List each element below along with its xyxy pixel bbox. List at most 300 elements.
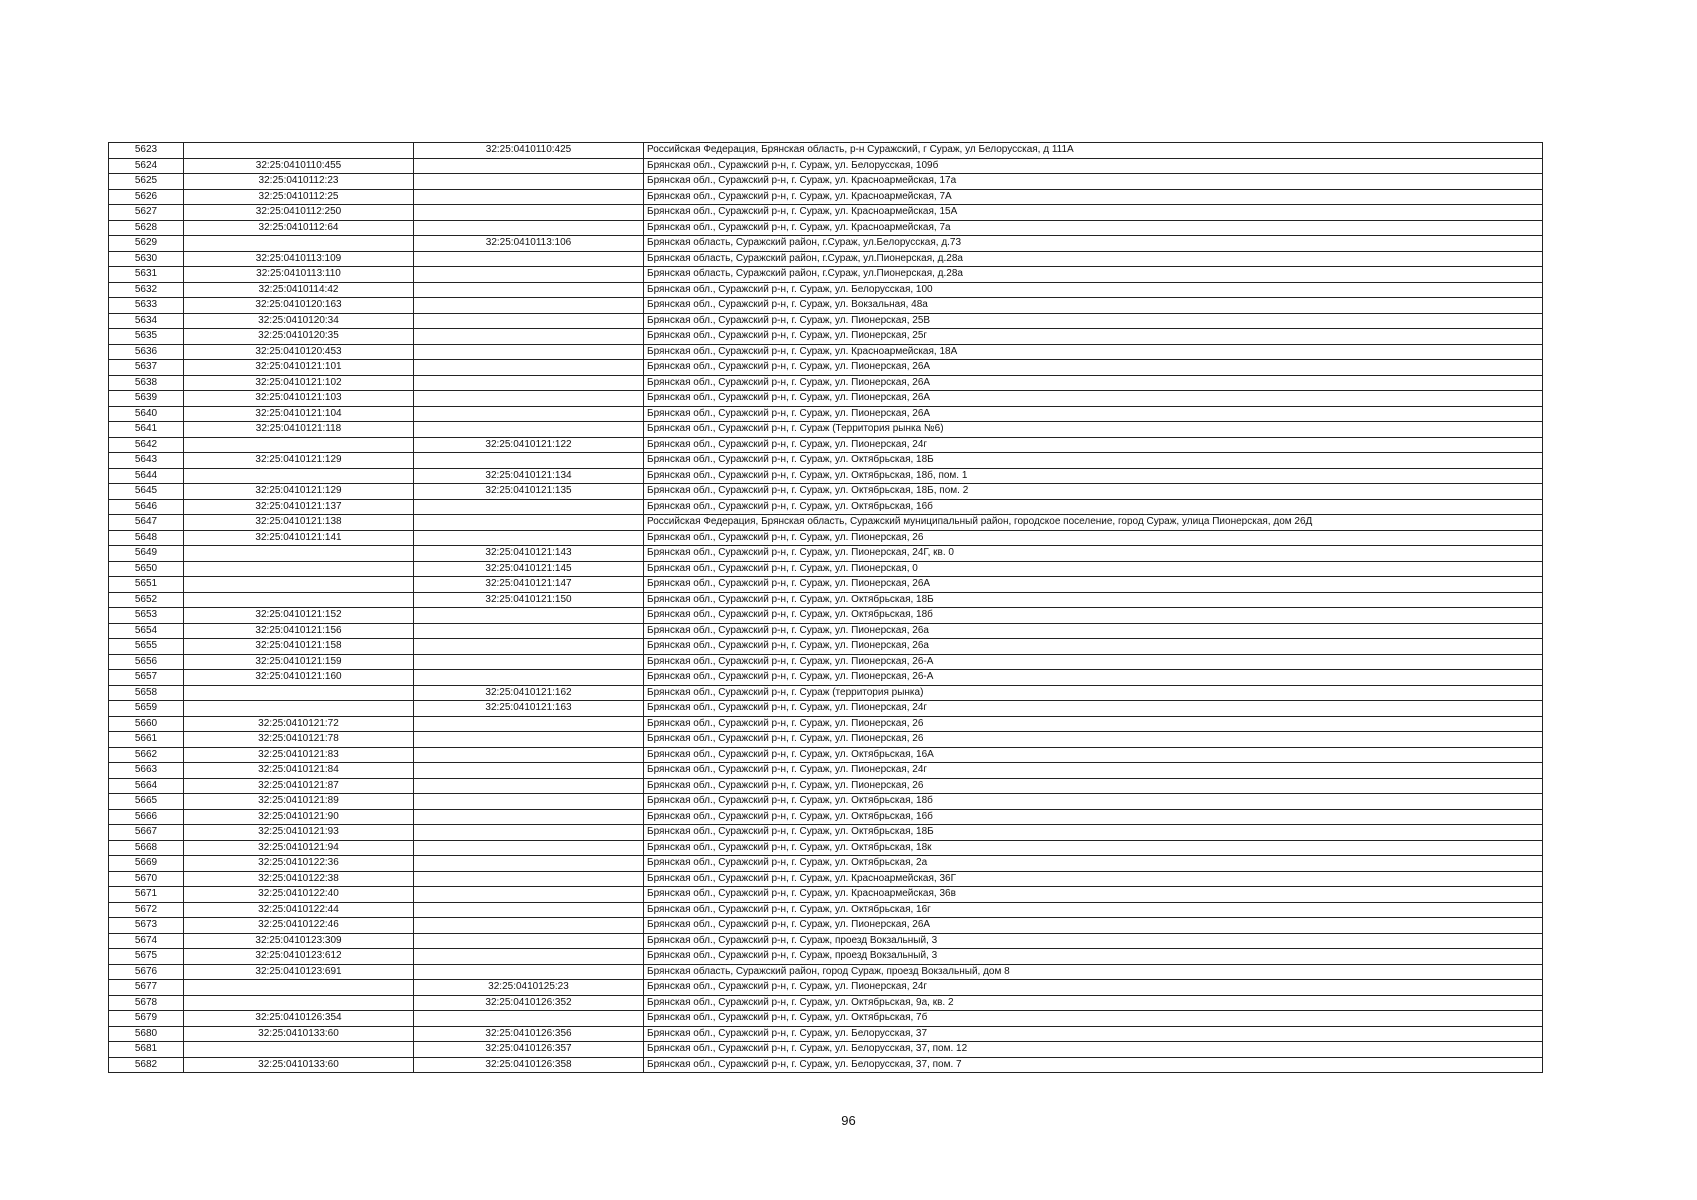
table-row xyxy=(109,236,1543,252)
table-row xyxy=(109,406,1543,422)
land-plot-cadastral-cell xyxy=(184,546,414,562)
building-cadastral-cell xyxy=(414,267,644,283)
row-number-cell: 5645 xyxy=(109,484,184,500)
address-cell: Брянская обл., Суражский р-н, г. Сураж, проезд Вокзальный, 3 xyxy=(644,933,1543,949)
table-row xyxy=(109,1011,1543,1027)
row-number-cell: 5630 xyxy=(109,251,184,267)
land-plot-cadastral-cell: 32:25:0410121:129 xyxy=(184,484,414,500)
row-number-cell: 5623 xyxy=(109,143,184,159)
land-plot-cadastral-cell: 32:25:0410121:83 xyxy=(184,747,414,763)
row-number-cell: 5657 xyxy=(109,670,184,686)
land-plot-cadastral-cell: 32:25:0410121:89 xyxy=(184,794,414,810)
land-plot-cadastral-cell: 32:25:0410121:159 xyxy=(184,654,414,670)
building-cadastral-cell xyxy=(414,887,644,903)
address-cell: Брянская обл., Суражский р-н, г. Сураж, ул. Пионерская, 26 xyxy=(644,530,1543,546)
land-plot-cadastral-cell: 32:25:0410121:129 xyxy=(184,453,414,469)
table-row xyxy=(109,902,1543,918)
building-cadastral-cell: 32:25:0410121:162 xyxy=(414,685,644,701)
building-cadastral-cell xyxy=(414,189,644,205)
table-row xyxy=(109,1042,1543,1058)
building-cadastral-cell xyxy=(414,809,644,825)
building-cadastral-cell xyxy=(414,391,644,407)
address-cell: Брянская обл., Суражский р-н, г. Сураж (Территория рынка №6) xyxy=(644,422,1543,438)
building-cadastral-cell: 32:25:0410126:358 xyxy=(414,1057,644,1073)
row-number-cell: 5637 xyxy=(109,360,184,376)
building-cadastral-cell: 32:25:0410110:425 xyxy=(414,143,644,159)
building-cadastral-cell: 32:25:0410121:163 xyxy=(414,701,644,717)
table-row xyxy=(109,422,1543,438)
row-number-cell: 5635 xyxy=(109,329,184,345)
row-number-cell: 5641 xyxy=(109,422,184,438)
address-cell: Брянская обл., Суражский р-н, г. Сураж, ул. Октябрьская, 18б xyxy=(644,794,1543,810)
table-row xyxy=(109,546,1543,562)
row-number-cell: 5671 xyxy=(109,887,184,903)
building-cadastral-cell xyxy=(414,747,644,763)
row-number-cell: 5640 xyxy=(109,406,184,422)
table-row xyxy=(109,747,1543,763)
land-plot-cadastral-cell xyxy=(184,437,414,453)
address-cell: Российская Федерация, Брянская область, Суражский муниципальный район, городское поселение, город Сураж, улица Пионерская, дом 26Д xyxy=(644,515,1543,531)
row-number-cell: 5674 xyxy=(109,933,184,949)
building-cadastral-cell xyxy=(414,406,644,422)
address-cell: Брянская обл., Суражский р-н, г. Сураж, ул. Пионерская, 26 xyxy=(644,778,1543,794)
table-row xyxy=(109,561,1543,577)
address-cell: Брянская обл., Суражский р-н, г. Сураж, ул. Красноармейская, 36Г xyxy=(644,871,1543,887)
building-cadastral-cell xyxy=(414,282,644,298)
table-row xyxy=(109,995,1543,1011)
row-number-cell: 5680 xyxy=(109,1026,184,1042)
land-plot-cadastral-cell: 32:25:0410133:60 xyxy=(184,1026,414,1042)
address-cell: Брянская обл., Суражский р-н, г. Сураж, ул. Октябрьская, 18Б xyxy=(644,453,1543,469)
building-cadastral-cell xyxy=(414,220,644,236)
row-number-cell: 5636 xyxy=(109,344,184,360)
building-cadastral-cell: 32:25:0410121:122 xyxy=(414,437,644,453)
address-cell: Брянская обл., Суражский р-н, г. Сураж, ул. Вокзальная, 48а xyxy=(644,298,1543,314)
address-cell: Брянская обл., Суражский р-н, г. Сураж, ул. Красноармейская, 7а xyxy=(644,220,1543,236)
land-plot-cadastral-cell xyxy=(184,701,414,717)
row-number-cell: 5662 xyxy=(109,747,184,763)
building-cadastral-cell xyxy=(414,964,644,980)
land-plot-cadastral-cell xyxy=(184,236,414,252)
land-plot-cadastral-cell: 32:25:0410121:90 xyxy=(184,809,414,825)
table-row xyxy=(109,468,1543,484)
table-row xyxy=(109,639,1543,655)
table-row xyxy=(109,344,1543,360)
address-cell: Брянская обл., Суражский р-н, г. Сураж, ул. Пионерская, 26А xyxy=(644,360,1543,376)
land-plot-cadastral-cell: 32:25:0410121:72 xyxy=(184,716,414,732)
table-row xyxy=(109,375,1543,391)
table-row xyxy=(109,267,1543,283)
building-cadastral-cell: 32:25:0410126:356 xyxy=(414,1026,644,1042)
land-plot-cadastral-cell: 32:25:0410121:101 xyxy=(184,360,414,376)
land-plot-cadastral-cell: 32:25:0410121:137 xyxy=(184,499,414,515)
land-plot-cadastral-cell xyxy=(184,577,414,593)
table-row xyxy=(109,453,1543,469)
row-number-cell: 5631 xyxy=(109,267,184,283)
row-number-cell: 5678 xyxy=(109,995,184,1011)
row-number-cell: 5638 xyxy=(109,375,184,391)
land-plot-cadastral-cell: 32:25:0410121:152 xyxy=(184,608,414,624)
land-plot-cadastral-cell: 32:25:0410113:110 xyxy=(184,267,414,283)
land-plot-cadastral-cell: 32:25:0410121:104 xyxy=(184,406,414,422)
building-cadastral-cell: 32:25:0410121:143 xyxy=(414,546,644,562)
building-cadastral-cell xyxy=(414,623,644,639)
land-plot-cadastral-cell: 32:25:0410121:78 xyxy=(184,732,414,748)
land-plot-cadastral-cell: 32:25:0410120:453 xyxy=(184,344,414,360)
row-number-cell: 5669 xyxy=(109,856,184,872)
address-cell: Брянская обл., Суражский р-н, г. Сураж, ул. Октябрьская, 7б xyxy=(644,1011,1543,1027)
land-plot-cadastral-cell: 32:25:0410133:60 xyxy=(184,1057,414,1073)
row-number-cell: 5677 xyxy=(109,980,184,996)
table-row xyxy=(109,484,1543,500)
table-row xyxy=(109,654,1543,670)
land-plot-cadastral-cell xyxy=(184,561,414,577)
building-cadastral-cell xyxy=(414,515,644,531)
table-row xyxy=(109,158,1543,174)
building-cadastral-cell: 32:25:0410125:23 xyxy=(414,980,644,996)
table-row xyxy=(109,856,1543,872)
address-cell: Брянская обл., Суражский р-н, г. Сураж, ул. Пионерская, 26 xyxy=(644,732,1543,748)
building-cadastral-cell xyxy=(414,329,644,345)
building-cadastral-cell xyxy=(414,158,644,174)
table-row xyxy=(109,313,1543,329)
row-number-cell: 5658 xyxy=(109,685,184,701)
address-cell: Брянская обл., Суражский р-н, г. Сураж, ул. Октябрьская, 18к xyxy=(644,840,1543,856)
address-cell: Брянская обл., Суражский р-н, г. Сураж, ул. Пионерская, 24г xyxy=(644,763,1543,779)
building-cadastral-cell xyxy=(414,918,644,934)
address-cell: Брянская обл., Суражский р-н, г. Сураж, ул. Пионерская, 26А xyxy=(644,406,1543,422)
row-number-cell: 5654 xyxy=(109,623,184,639)
address-cell: Брянская обл., Суражский р-н, г. Сураж, ул. Белорусская, 37 xyxy=(644,1026,1543,1042)
building-cadastral-cell xyxy=(414,825,644,841)
row-number-cell: 5652 xyxy=(109,592,184,608)
building-cadastral-cell: 32:25:0410121:150 xyxy=(414,592,644,608)
address-cell: Брянская обл., Суражский р-н, г. Сураж, ул. Пионерская, 0 xyxy=(644,561,1543,577)
address-cell: Брянская обл., Суражский р-н, г. Сураж, ул. Белорусская, 109б xyxy=(644,158,1543,174)
building-cadastral-cell xyxy=(414,778,644,794)
building-cadastral-cell xyxy=(414,670,644,686)
address-cell: Брянская обл., Суражский р-н, г. Сураж, ул. Октябрьская, 16б xyxy=(644,809,1543,825)
table-row xyxy=(109,220,1543,236)
address-cell: Брянская обл., Суражский р-н, г. Сураж, ул. Пионерская, 24г xyxy=(644,980,1543,996)
row-number-cell: 5651 xyxy=(109,577,184,593)
building-cadastral-cell: 32:25:0410126:352 xyxy=(414,995,644,1011)
address-cell: Брянская обл., Суражский р-н, г. Сураж, ул. Красноармейская, 36в xyxy=(644,887,1543,903)
table-row xyxy=(109,778,1543,794)
row-number-cell: 5627 xyxy=(109,205,184,221)
building-cadastral-cell xyxy=(414,608,644,624)
address-cell: Брянская обл., Суражский р-н, г. Сураж, ул. Пионерская, 26а xyxy=(644,639,1543,655)
row-number-cell: 5639 xyxy=(109,391,184,407)
land-plot-cadastral-cell xyxy=(184,980,414,996)
row-number-cell: 5644 xyxy=(109,468,184,484)
building-cadastral-cell xyxy=(414,654,644,670)
row-number-cell: 5676 xyxy=(109,964,184,980)
address-cell: Брянская обл., Суражский р-н, г. Сураж, ул. Пионерская, 26 xyxy=(644,716,1543,732)
table-row xyxy=(109,964,1543,980)
address-cell: Брянская обл., Суражский р-н, г. Сураж, ул. Октябрьская, 2а xyxy=(644,856,1543,872)
address-cell: Брянская обл., Суражский р-н, г. Сураж, ул. Октябрьская, 18б xyxy=(644,608,1543,624)
building-cadastral-cell xyxy=(414,840,644,856)
land-plot-cadastral-cell xyxy=(184,995,414,1011)
address-cell: Брянская обл., Суражский р-н, г. Сураж, ул. Пионерская, 24г xyxy=(644,437,1543,453)
building-cadastral-cell xyxy=(414,298,644,314)
address-cell: Брянская обл., Суражский р-н, г. Сураж, ул. Красноармейская, 18А xyxy=(644,344,1543,360)
row-number-cell: 5648 xyxy=(109,530,184,546)
table-row xyxy=(109,360,1543,376)
building-cadastral-cell xyxy=(414,871,644,887)
land-plot-cadastral-cell: 32:25:0410121:138 xyxy=(184,515,414,531)
row-number-cell: 5633 xyxy=(109,298,184,314)
land-plot-cadastral-cell: 32:25:0410121:87 xyxy=(184,778,414,794)
building-cadastral-cell xyxy=(414,763,644,779)
address-cell: Брянская обл., Суражский р-н, г. Сураж, ул. Октябрьская, 18б, пом. 1 xyxy=(644,468,1543,484)
row-number-cell: 5664 xyxy=(109,778,184,794)
table-row xyxy=(109,980,1543,996)
land-plot-cadastral-cell: 32:25:0410122:36 xyxy=(184,856,414,872)
land-plot-cadastral-cell: 32:25:0410123:612 xyxy=(184,949,414,965)
table-row xyxy=(109,251,1543,267)
land-plot-cadastral-cell: 32:25:0410121:156 xyxy=(184,623,414,639)
row-number-cell: 5628 xyxy=(109,220,184,236)
land-plot-cadastral-cell: 32:25:0410121:118 xyxy=(184,422,414,438)
land-plot-cadastral-cell: 32:25:0410121:158 xyxy=(184,639,414,655)
building-cadastral-cell xyxy=(414,949,644,965)
land-plot-cadastral-cell: 32:25:0410112:23 xyxy=(184,174,414,190)
land-plot-cadastral-cell xyxy=(184,143,414,159)
table-row xyxy=(109,577,1543,593)
building-cadastral-cell xyxy=(414,422,644,438)
row-number-cell: 5626 xyxy=(109,189,184,205)
building-cadastral-cell xyxy=(414,856,644,872)
row-number-cell: 5634 xyxy=(109,313,184,329)
row-number-cell: 5650 xyxy=(109,561,184,577)
table-row xyxy=(109,298,1543,314)
building-cadastral-cell xyxy=(414,933,644,949)
land-plot-cadastral-cell: 32:25:0410122:46 xyxy=(184,918,414,934)
table-row xyxy=(109,716,1543,732)
cadastral-table xyxy=(108,142,1543,1073)
address-cell: Брянская обл., Суражский р-н, г. Сураж, ул. Пионерская, 26-А xyxy=(644,670,1543,686)
row-number-cell: 5681 xyxy=(109,1042,184,1058)
table-row xyxy=(109,871,1543,887)
table-row xyxy=(109,825,1543,841)
row-number-cell: 5666 xyxy=(109,809,184,825)
address-cell: Брянская обл., Суражский р-н, г. Сураж, ул. Октябрьская, 16г xyxy=(644,902,1543,918)
building-cadastral-cell xyxy=(414,1011,644,1027)
land-plot-cadastral-cell: 32:25:0410123:691 xyxy=(184,964,414,980)
table-row xyxy=(109,530,1543,546)
land-plot-cadastral-cell: 32:25:0410120:35 xyxy=(184,329,414,345)
table-row xyxy=(109,685,1543,701)
table-row xyxy=(109,437,1543,453)
address-cell: Брянская обл., Суражский р-н, г. Сураж, ул. Пионерская, 26А xyxy=(644,375,1543,391)
table-row xyxy=(109,933,1543,949)
row-number-cell: 5643 xyxy=(109,453,184,469)
row-number-cell: 5655 xyxy=(109,639,184,655)
row-number-cell: 5667 xyxy=(109,825,184,841)
building-cadastral-cell xyxy=(414,174,644,190)
land-plot-cadastral-cell: 32:25:0410121:103 xyxy=(184,391,414,407)
address-cell: Брянская обл., Суражский р-н, г. Сураж, ул. Октябрьская, 16А xyxy=(644,747,1543,763)
address-cell: Брянская обл., Суражский р-н, г. Сураж, ул. Пионерская, 26-А xyxy=(644,654,1543,670)
land-plot-cadastral-cell: 32:25:0410114:42 xyxy=(184,282,414,298)
building-cadastral-cell xyxy=(414,716,644,732)
row-number-cell: 5647 xyxy=(109,515,184,531)
table-row xyxy=(109,189,1543,205)
table-row xyxy=(109,143,1543,159)
building-cadastral-cell xyxy=(414,360,644,376)
address-cell: Брянская обл., Суражский р-н, г. Сураж, ул. Пионерская, 26А xyxy=(644,577,1543,593)
row-number-cell: 5624 xyxy=(109,158,184,174)
row-number-cell: 5625 xyxy=(109,174,184,190)
building-cadastral-cell xyxy=(414,375,644,391)
land-plot-cadastral-cell: 32:25:0410121:141 xyxy=(184,530,414,546)
land-plot-cadastral-cell: 32:25:0410126:354 xyxy=(184,1011,414,1027)
land-plot-cadastral-cell: 32:25:0410121:93 xyxy=(184,825,414,841)
address-cell: Брянская обл., Суражский р-н, г. Сураж, ул. Октябрьская, 18Б, пом. 2 xyxy=(644,484,1543,500)
address-cell: Брянская обл., Суражский р-н, г. Сураж, проезд Вокзальный, 3 xyxy=(644,949,1543,965)
building-cadastral-cell xyxy=(414,344,644,360)
building-cadastral-cell: 32:25:0410121:145 xyxy=(414,561,644,577)
table-row xyxy=(109,809,1543,825)
building-cadastral-cell xyxy=(414,453,644,469)
row-number-cell: 5668 xyxy=(109,840,184,856)
address-cell: Брянская область, Суражский район, г.Сураж, ул.Пионерская, д.28а xyxy=(644,251,1543,267)
building-cadastral-cell: 32:25:0410121:135 xyxy=(414,484,644,500)
row-number-cell: 5629 xyxy=(109,236,184,252)
building-cadastral-cell xyxy=(414,639,644,655)
address-cell: Брянская обл., Суражский р-н, г. Сураж, ул. Красноармейская, 7А xyxy=(644,189,1543,205)
table-row xyxy=(109,623,1543,639)
row-number-cell: 5659 xyxy=(109,701,184,717)
cadastral-table-body xyxy=(109,143,1543,1073)
building-cadastral-cell xyxy=(414,205,644,221)
row-number-cell: 5665 xyxy=(109,794,184,810)
page-number: 96 xyxy=(841,1113,856,1128)
table-row xyxy=(109,592,1543,608)
land-plot-cadastral-cell xyxy=(184,592,414,608)
address-cell: Российская Федерация, Брянская область, р-н Суражский, г Сураж, ул Белорусская, д 111А xyxy=(644,143,1543,159)
row-number-cell: 5675 xyxy=(109,949,184,965)
land-plot-cadastral-cell: 32:25:0410122:44 xyxy=(184,902,414,918)
row-number-cell: 5649 xyxy=(109,546,184,562)
row-number-cell: 5670 xyxy=(109,871,184,887)
address-cell: Брянская обл., Суражский р-н, г. Сураж, ул. Октябрьская, 9а, кв. 2 xyxy=(644,995,1543,1011)
table-row xyxy=(109,499,1543,515)
table-row xyxy=(109,840,1543,856)
row-number-cell: 5646 xyxy=(109,499,184,515)
table-row xyxy=(109,949,1543,965)
address-cell: Брянская обл., Суражский р-н, г. Сураж, ул. Пионерская, 26А xyxy=(644,391,1543,407)
table-row xyxy=(109,794,1543,810)
table-row xyxy=(109,391,1543,407)
land-plot-cadastral-cell: 32:25:0410123:309 xyxy=(184,933,414,949)
row-number-cell: 5660 xyxy=(109,716,184,732)
table-row xyxy=(109,1057,1543,1073)
row-number-cell: 5632 xyxy=(109,282,184,298)
address-cell: Брянская обл., Суражский р-н, г. Сураж, ул. Пионерская, 26А xyxy=(644,918,1543,934)
table-row xyxy=(109,608,1543,624)
land-plot-cadastral-cell: 32:25:0410120:34 xyxy=(184,313,414,329)
address-cell: Брянская область, Суражский район, г.Сураж, ул.Белорусская, д.73 xyxy=(644,236,1543,252)
land-plot-cadastral-cell: 32:25:0410110:455 xyxy=(184,158,414,174)
address-cell: Брянская обл., Суражский р-н, г. Сураж, ул. Пионерская, 24г xyxy=(644,701,1543,717)
table-row xyxy=(109,205,1543,221)
building-cadastral-cell xyxy=(414,732,644,748)
row-number-cell: 5673 xyxy=(109,918,184,934)
address-cell: Брянская обл., Суражский р-н, г. Сураж, ул. Белорусская, 37, пом. 12 xyxy=(644,1042,1543,1058)
address-cell: Брянская обл., Суражский р-н, г. Сураж, ул. Октябрьская, 18Б xyxy=(644,825,1543,841)
building-cadastral-cell xyxy=(414,530,644,546)
row-number-cell: 5679 xyxy=(109,1011,184,1027)
land-plot-cadastral-cell xyxy=(184,685,414,701)
address-cell: Брянская обл., Суражский р-н, г. Сураж, ул. Пионерская, 24Г, кв. 0 xyxy=(644,546,1543,562)
building-cadastral-cell xyxy=(414,902,644,918)
building-cadastral-cell xyxy=(414,794,644,810)
table-row xyxy=(109,887,1543,903)
building-cadastral-cell: 32:25:0410113:106 xyxy=(414,236,644,252)
table-row xyxy=(109,701,1543,717)
building-cadastral-cell xyxy=(414,251,644,267)
building-cadastral-cell: 32:25:0410121:134 xyxy=(414,468,644,484)
land-plot-cadastral-cell xyxy=(184,468,414,484)
building-cadastral-cell: 32:25:0410121:147 xyxy=(414,577,644,593)
row-number-cell: 5663 xyxy=(109,763,184,779)
table-row xyxy=(109,329,1543,345)
building-cadastral-cell: 32:25:0410126:357 xyxy=(414,1042,644,1058)
address-cell: Брянская обл., Суражский р-н, г. Сураж (территория рынка) xyxy=(644,685,1543,701)
address-cell: Брянская обл., Суражский р-н, г. Сураж, ул. Октябрьская, 18Б xyxy=(644,592,1543,608)
address-cell: Брянская обл., Суражский р-н, г. Сураж, ул. Белорусская, 100 xyxy=(644,282,1543,298)
address-cell: Брянская обл., Суражский р-н, г. Сураж, ул. Белорусская, 37, пом. 7 xyxy=(644,1057,1543,1073)
land-plot-cadastral-cell: 32:25:0410112:64 xyxy=(184,220,414,236)
address-cell: Брянская обл., Суражский р-н, г. Сураж, ул. Октябрьская, 16б xyxy=(644,499,1543,515)
address-cell: Брянская область, Суражский район, г.Сураж, ул.Пионерская, д.28а xyxy=(644,267,1543,283)
row-number-cell: 5653 xyxy=(109,608,184,624)
land-plot-cadastral-cell: 32:25:0410122:40 xyxy=(184,887,414,903)
land-plot-cadastral-cell: 32:25:0410121:160 xyxy=(184,670,414,686)
land-plot-cadastral-cell: 32:25:0410121:102 xyxy=(184,375,414,391)
row-number-cell: 5642 xyxy=(109,437,184,453)
land-plot-cadastral-cell: 32:25:0410120:163 xyxy=(184,298,414,314)
row-number-cell: 5656 xyxy=(109,654,184,670)
table-row xyxy=(109,918,1543,934)
address-cell: Брянская обл., Суражский р-н, г. Сураж, ул. Красноармейская, 17а xyxy=(644,174,1543,190)
land-plot-cadastral-cell: 32:25:0410121:94 xyxy=(184,840,414,856)
row-number-cell: 5682 xyxy=(109,1057,184,1073)
table-row xyxy=(109,1026,1543,1042)
address-cell: Брянская обл., Суражский р-н, г. Сураж, ул. Пионерская, 25В xyxy=(644,313,1543,329)
land-plot-cadastral-cell: 32:25:0410113:109 xyxy=(184,251,414,267)
row-number-cell: 5661 xyxy=(109,732,184,748)
table-row xyxy=(109,763,1543,779)
address-cell: Брянская обл., Суражский р-н, г. Сураж, ул. Пионерская, 26а xyxy=(644,623,1543,639)
building-cadastral-cell xyxy=(414,313,644,329)
land-plot-cadastral-cell: 32:25:0410121:84 xyxy=(184,763,414,779)
table-row xyxy=(109,670,1543,686)
table-row xyxy=(109,174,1543,190)
table-row xyxy=(109,282,1543,298)
land-plot-cadastral-cell xyxy=(184,1042,414,1058)
land-plot-cadastral-cell: 32:25:0410112:25 xyxy=(184,189,414,205)
address-cell: Брянская область, Суражский район, город Сураж, проезд Вокзальный, дом 8 xyxy=(644,964,1543,980)
address-cell: Брянская обл., Суражский р-н, г. Сураж, ул. Красноармейская, 15А xyxy=(644,205,1543,221)
land-plot-cadastral-cell: 32:25:0410122:38 xyxy=(184,871,414,887)
land-plot-cadastral-cell: 32:25:0410112:250 xyxy=(184,205,414,221)
building-cadastral-cell xyxy=(414,499,644,515)
table-row xyxy=(109,732,1543,748)
